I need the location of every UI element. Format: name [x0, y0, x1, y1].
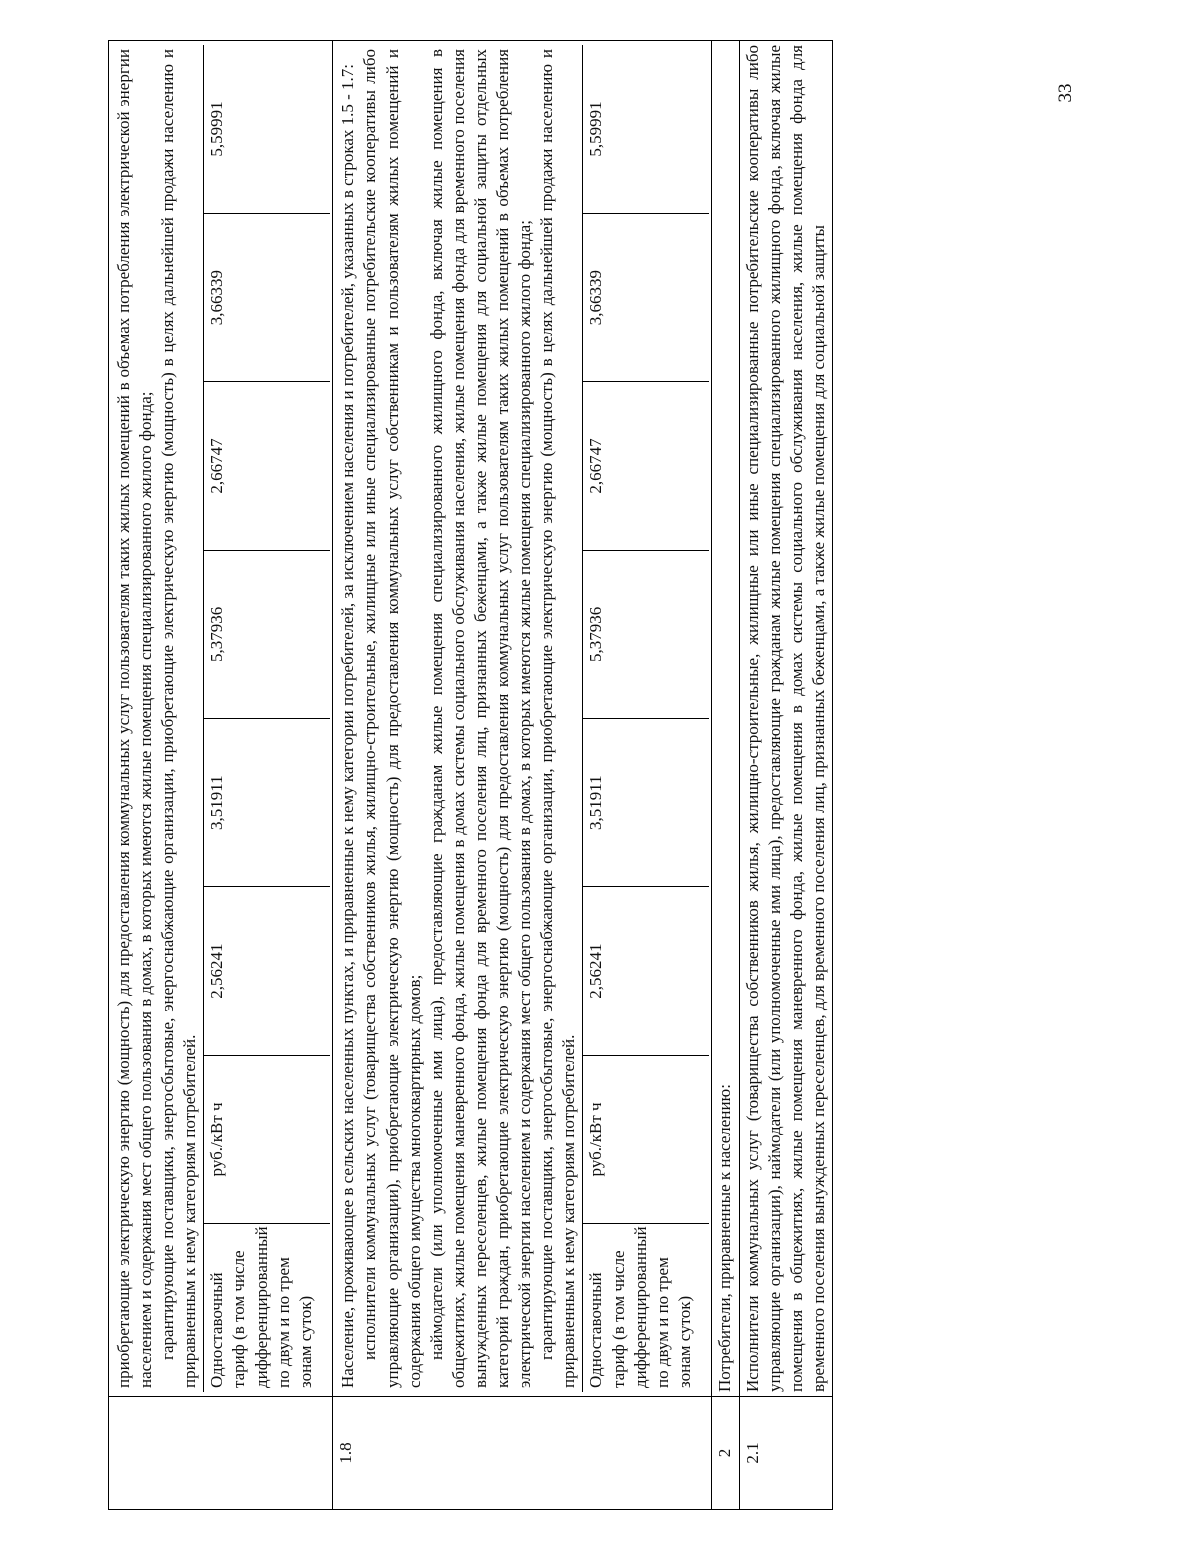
- row-number: 1.8: [333, 1397, 712, 1510]
- tariff-value: 2,66747: [204, 382, 331, 550]
- tariff-value: 3,51911: [204, 719, 331, 887]
- tariff-value: 3,51911: [583, 719, 710, 887]
- table-row-2-1: [739, 41, 832, 1510]
- paragraph: наймодатели (или уполномоченные ими лица), предоставляющие гражданам жилые помещения специализированного жилищного фонда, включая жилые помещения в общежитиях, жилые помещения маневренного фонда, жилые помещения в домах системы социального обслуживания населения, жилые помещения фонда для временного поселения вынужденных переселенцев, жилые помещения фонда для временного поселения лиц, признанных беженцами, а также жилые помещения для социальной защиты отдельных категорий граждан, приобретающие электрическую энергию (мощность) для предоставления коммунальных услуг пользователям таких жилых помещений в объемах потребления электрической энергии населением и содержания мест общего пользования в домах, в которых имеются жилые помещения специализированного жилого фонда;: [426, 49, 535, 1388]
- tariff-unit: руб./кВт ч: [583, 1055, 710, 1223]
- row-number: 2: [712, 1397, 739, 1510]
- row-number-empty: [109, 1397, 333, 1510]
- tariff-name: Одноставочный тариф (в том числе дифференцированный по двум и по трем зонам суток): [204, 1224, 331, 1392]
- tariff-value: 3,66339: [204, 213, 331, 381]
- tariff-name: Одноставочный тариф (в том числе дифференцированный по двум и по трем зонам суток): [583, 1224, 710, 1392]
- row-heading: Потребители, приравненные к населению:: [712, 41, 739, 1397]
- tariff-value: 2,66747: [583, 382, 710, 550]
- tariff-value: 5,59991: [204, 45, 331, 213]
- tariff-unit: руб./кВт ч: [204, 1055, 331, 1223]
- tariff-value: 2,56241: [583, 887, 710, 1055]
- tariff-table: [108, 40, 833, 1510]
- row-number: 2.1: [739, 1397, 832, 1510]
- table-row-1-8: [333, 41, 712, 1510]
- rotated-table-container: [108, 40, 1033, 1510]
- tariff-value: 2,56241: [204, 887, 331, 1055]
- paragraph: гарантирующие поставщики, энергосбытовые, энергоснабжающие организации, приобретающие электрическую энергию (мощность) в целях дальнейшей продажи населению и приравненным к нему категориям потребителей.: [158, 49, 200, 1388]
- table-row-2: [712, 41, 739, 1510]
- tariff-value: 5,37936: [204, 550, 331, 718]
- tariff-value: 5,37936: [583, 550, 710, 718]
- tariff-row: [583, 45, 710, 1392]
- row-heading: Население, проживающее в сельских населенных пунктах, и приравненные к нему категории потребителей, за исключением населения и потребителей, указанных в строках 1.5 - 1.7:: [338, 63, 358, 1388]
- paragraph: приобретающие электрическую энергию (мощность) для предоставления коммунальных услуг пользователям таких жилых помещений в объемах потребления электрической энергии населением и содержания мест общего пользования в домах, в которых имеются жилые помещения специализированного жилого фонда;: [114, 49, 156, 1388]
- tariff-row: [204, 45, 331, 1392]
- tariff-value: 5,59991: [583, 45, 710, 213]
- page-number: 33: [1055, 83, 1076, 103]
- tariff-value: 3,66339: [583, 213, 710, 381]
- paragraph: Исполнители коммунальных услуг (товарищества собственников жилья, жилищно-строительные, жилищные или иные специализированные потребительские кооперативы либо управляющие организации), наймодатели (или уполномоченные ими лица), предоставляющие гражданам жилые помещения специализированного жилищного фонда, включая жилые помещения в общежитиях, жилые помещения маневренного фонда, жилые помещения в домах системы социального обслуживания населения, жилые помещения фонда для временного поселения вынужденных переселенцев, для временного поселения лиц, признанных беженцами, а также жилые помещения для социальной защиты: [739, 41, 832, 1397]
- table-row-continued: [109, 41, 333, 1510]
- paragraph: гарантирующие поставщики, энергосбытовые, энергоснабжающие организации, приобретающие электрическую энергию (мощность) в целях дальнейшей продажи населению и приравненным к нему категориям потребителей.: [537, 49, 579, 1388]
- paragraph: исполнители коммунальных услуг (товарищества собственников жилья, жилищно-строительные, жилищные или иные специализированные потребительские кооперативы либо управляющие организации), приобретающие электрическую энергию (мощность) для предоставления коммунальных услуг собственникам и пользователям жилых помещений и содержания общего имущества многоквартирных домов;: [360, 49, 424, 1388]
